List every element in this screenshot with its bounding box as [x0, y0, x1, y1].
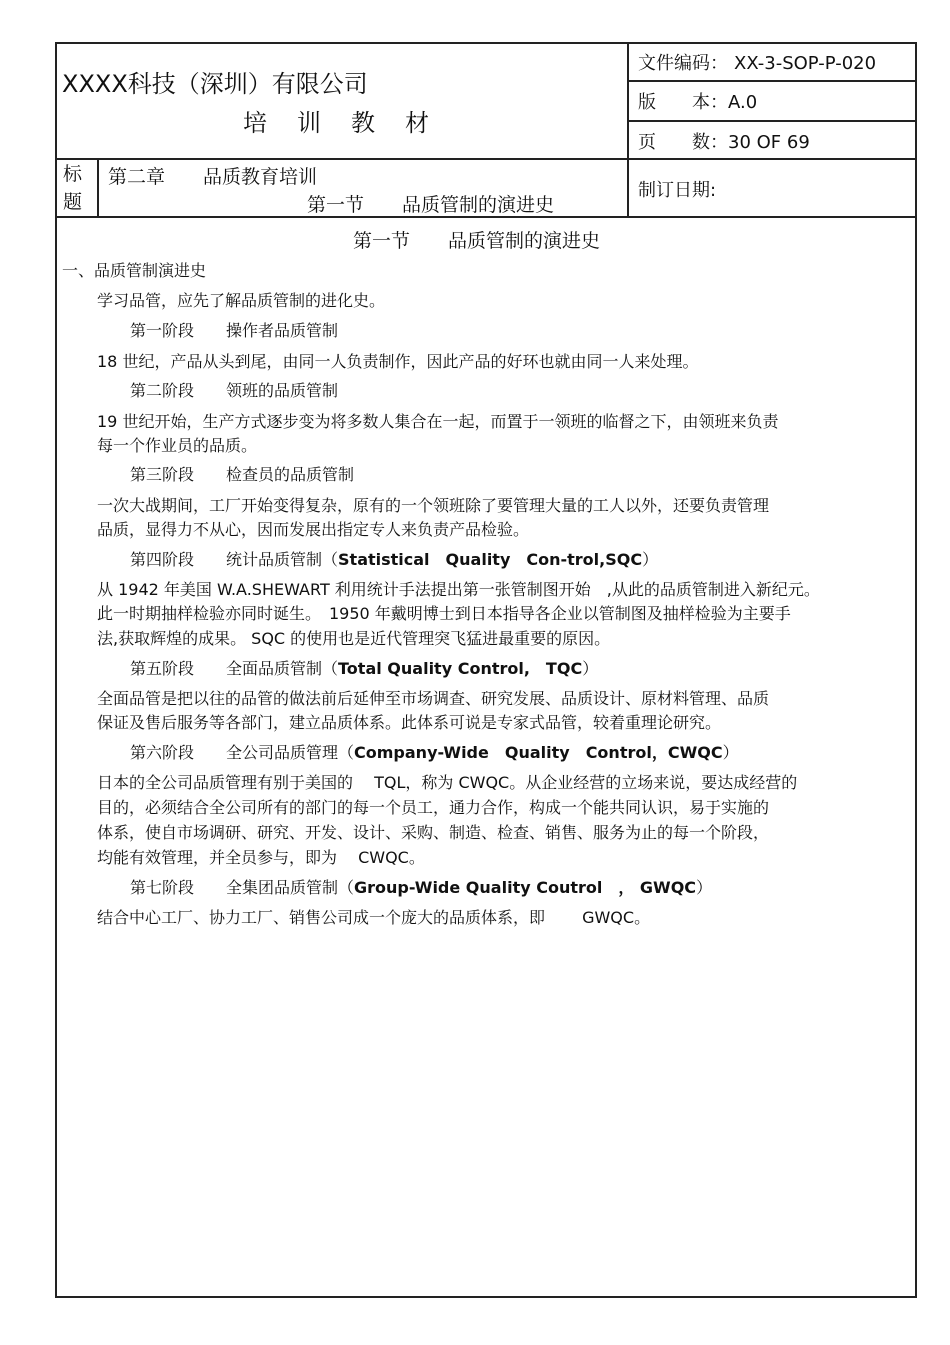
- stage4-title-row: [130, 547, 658, 570]
- stage4-line-3: 法,获取辉煌的成果。 SQC 的使用也是近代管理突飞猛进最重要的原因。: [97, 629, 611, 648]
- version-row: [638, 88, 757, 114]
- section-title: 第一节 品质管制的演进史: [307, 194, 555, 216]
- stage5-title-row: [130, 656, 598, 679]
- stage5-close: ）: [582, 659, 599, 678]
- doc-code-row: [638, 49, 876, 75]
- header-rule-2: [627, 120, 917, 122]
- stage3-line-2: 品质，显得力不从心，因而发展出指定专人来负责产品检验。: [97, 520, 530, 539]
- revision-date-label: 制订日期:: [638, 180, 717, 201]
- intro-text: 学习品管，应先了解品质管制的进化史。: [97, 291, 386, 310]
- stage4-english: Statistical Quality Con-trol,SQC: [338, 550, 643, 569]
- stage1-title: 第一阶段 操作者品质管制: [130, 321, 339, 340]
- heading-1: 一、品质管制演进史: [62, 261, 207, 280]
- stage6-line-3: 体系，使自市场调研、研究、开发、设计、采购、制造、检查、销售、服务为止的每一个阶段，: [97, 823, 770, 842]
- stage5-title: 第五阶段 全面品质管制（: [130, 659, 339, 678]
- pages-label: 页 数：: [638, 132, 728, 153]
- document-type: 培训教材: [243, 109, 459, 137]
- stage2-line-1: 19 世纪开始，生产方式逐步变为将多数人集合在一起，而置于一领班的临督之下，由领班来负责: [97, 412, 779, 431]
- stage3-title: 第三阶段 检查员的品质管制: [130, 465, 355, 484]
- version-label: 版 本：: [638, 92, 728, 113]
- title-label: 标题: [63, 163, 83, 213]
- stage3-line-1: 一次大战期间，工厂开始变得复杂，原有的一个领班除了要管理大量的工人以外，还要负责管理: [97, 496, 770, 515]
- pages-row: [638, 128, 810, 154]
- stage4-title: 第四阶段 统计品质管制（: [130, 550, 339, 569]
- stage5-line-1: 全面品管是把以往的品管的做法前后延伸至市场调查、研究发展、品质设计、原材料管理、品质: [97, 689, 770, 708]
- stage4-close: ）: [642, 550, 659, 569]
- stage4-line-2: 此一时期抽样检验亦同时诞生。 1950 年戴明博士到日本指导各企业以管制图及抽样检验为主要手: [97, 604, 791, 623]
- stage5-english: Total Quality Control, TQC: [338, 659, 583, 678]
- stage6-line-1: 日本的全公司品质管理有别于美国的 TQL，称为 CWQC。从企业经营的立场来说，要达成经营的: [97, 773, 798, 792]
- stage6-title-row: [130, 740, 739, 763]
- stage7-close: ）: [696, 878, 713, 897]
- chapter-title: 第二章 品质教育培训: [108, 166, 318, 188]
- version-value: A.0: [728, 92, 758, 113]
- header-divider-vertical: [627, 42, 629, 218]
- doc-code-value: XX-3-SOP-P-020: [734, 53, 877, 74]
- stage6-line-4: 均能有效管理，并全员参与，即为 CWQC。: [97, 848, 425, 867]
- stage5-line-2: 保证及售后服务等各部门，建立品质体系。此体系可说是专家式品管，较着重理论研究。: [97, 713, 722, 732]
- title-label-divider: [97, 158, 99, 218]
- stage6-english: Company-Wide Quality Control，CWQC: [354, 743, 723, 762]
- stage2-line-2: 每一个作业员的品质。: [97, 436, 258, 455]
- stage6-title: 第六阶段 全公司品质管理（: [130, 743, 355, 762]
- company-name: XXXX科技（深圳）有限公司: [62, 70, 368, 98]
- stage6-line-2: 目的，必须结合全公司所有的部门的每一个员工，通力合作，构成一个能共同认识，易于实施的: [97, 798, 770, 817]
- doc-code-label: 文件编码：: [638, 53, 728, 74]
- stage7-title-row: [130, 875, 712, 898]
- stage7-title: 第七阶段 全集团品质管制（: [130, 878, 355, 897]
- stage7-english: Group-Wide Quality Coutrol ， GWQC: [354, 878, 697, 897]
- stage7-line-1: 结合中心工厂、协力工厂、销售公司成一个庞大的品质体系，即 GWQC。: [97, 908, 651, 927]
- body-title: 第一节 品质管制的演进史: [353, 230, 601, 252]
- stage1-line-1: 18 世纪，产品从头到尾，由同一人负责制作，因此产品的好环也就由同一人来处理。: [97, 352, 699, 371]
- header-rule-1: [627, 80, 917, 82]
- stage6-close: ）: [722, 743, 739, 762]
- stage2-title: 第二阶段 领班的品质管制: [130, 381, 339, 400]
- header-rule-main: [55, 158, 917, 160]
- stage4-line-1: 从 1942 年美国 W.A.SHEWART 利用统计手法提出第一张管制图开始 ,从此的品质管制进入新纪元。: [97, 580, 820, 599]
- pages-value: 30 OF 69: [728, 132, 810, 153]
